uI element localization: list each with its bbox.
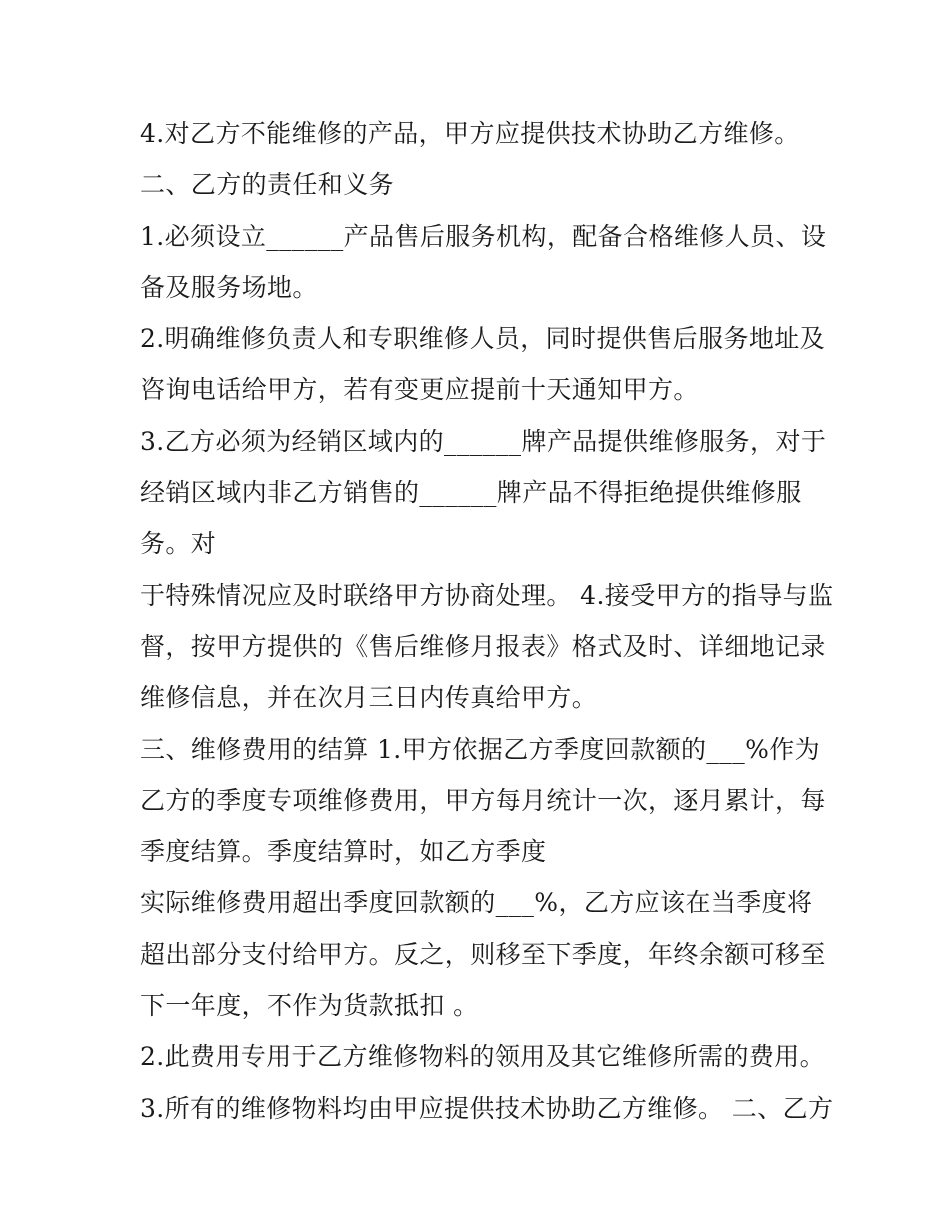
text-line: 督，按甲方提供的《售后维修月报表》格式及时、详细地记录	[140, 631, 826, 661]
text-line: 季度结算。季度结算时，如乙方季度	[140, 837, 547, 867]
text-line: 咨询电话给甲方，若有变更应提前十天通知甲方。	[140, 375, 699, 405]
text-line: 实际维修费用超出季度回款额的___%，乙方应该在当季度将	[140, 888, 813, 918]
text-line: 2.此费用专用于乙方维修物料的领用及其它维修所需的费用。	[140, 1042, 826, 1072]
text-line: 经销区域内非乙方销售的______牌产品不得拒绝提供维修服	[140, 478, 802, 508]
text-line: 超出部分支付给甲方。反之，则移至下季度，年终余额可移至	[140, 939, 826, 969]
text-line: 务。对	[140, 529, 217, 559]
text-line: 于特殊情况应及时联络甲方协商处理。 4.接受甲方的指导与监	[140, 580, 834, 610]
text-line: 3.所有的维修物料均由甲应提供技术协助乙方维修。 二、乙方	[140, 1093, 834, 1123]
text-line: 三、维修费用的结算 1.甲方依据乙方季度回款额的___%作为	[140, 734, 821, 764]
section-heading: 二、乙方的责任和义务	[140, 170, 395, 200]
text-line: 2.明确维修负责人和专职维修人员，同时提供售后服务地址及	[140, 324, 826, 354]
text-line: 下一年度，不作为货款抵扣 。	[140, 991, 479, 1021]
document-body	[140, 108, 834, 1134]
text-line: 乙方的季度专项维修费用，甲方每月统计一次，逐月累计，每	[140, 785, 826, 815]
text-line: 1.必须设立______产品售后服务机构，配备合格维修人员、设	[140, 221, 827, 251]
text-line: 3.乙方必须为经销区域内的______牌产品提供维修服务，对于	[140, 426, 827, 456]
text-line: 4.对乙方不能维修的产品，甲方应提供技术协助乙方维修。	[140, 119, 800, 148]
text-line: 备及服务场地。	[140, 272, 318, 302]
text-line: 维修信息，并在次月三日内传真给甲方。	[140, 683, 598, 713]
